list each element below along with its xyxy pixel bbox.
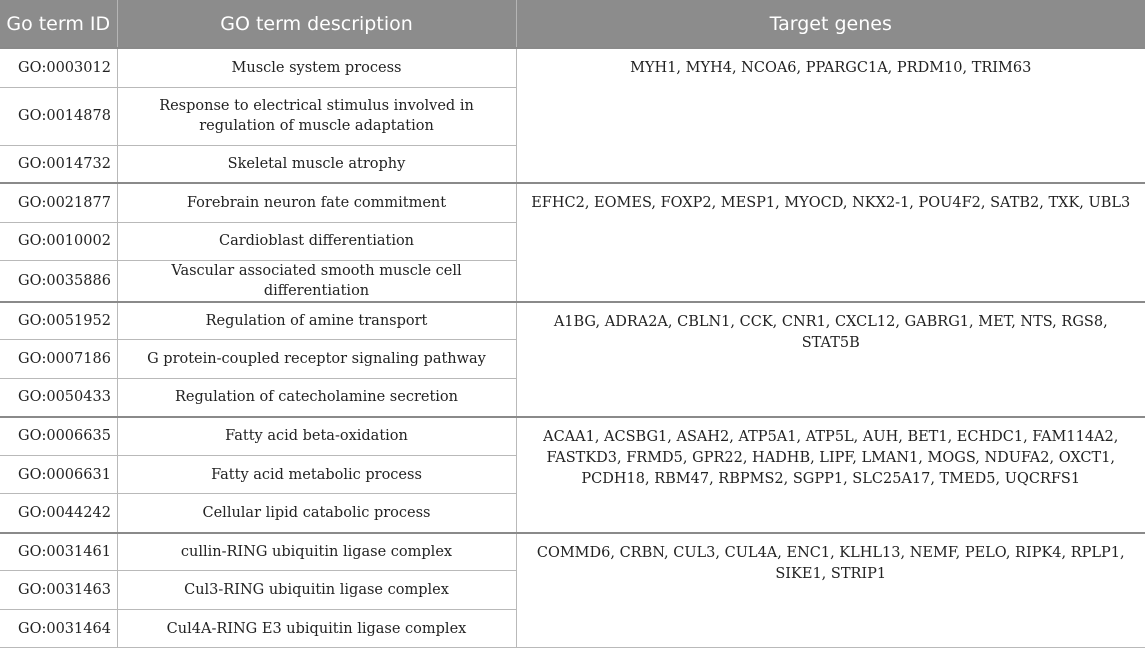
header-go-term-id: Go term ID <box>0 0 117 48</box>
go-term-description: Regulation of catecholamine secretion <box>117 379 516 417</box>
table-row <box>0 533 1145 571</box>
header-go-term-description: GO term description <box>117 0 516 48</box>
go-term-id: GO:0014732 <box>0 145 117 183</box>
table-body <box>0 48 1145 648</box>
table-row <box>0 183 1145 222</box>
go-term-description: Regulation of amine transport <box>117 302 516 340</box>
target-genes: EFHC2, EOMES, FOXP2, MESP1, MYOCD, NKX2-1, POU4F2, SATB2, TXK, UBL3 <box>516 183 1145 302</box>
go-term-id: GO:0044242 <box>0 494 117 533</box>
target-genes: A1BG, ADRA2A, CBLN1, CCK, CNR1, CXCL12, GABRG1, MET, NTS, RGS8, STAT5B <box>516 302 1145 417</box>
go-term-id: GO:0003012 <box>0 48 117 87</box>
go-term-description: Cellular lipid catabolic process <box>117 494 516 533</box>
table-header <box>0 0 1145 48</box>
go-term-id: GO:0051952 <box>0 302 117 340</box>
target-genes: MYH1, MYH4, NCOA6, PPARGC1A, PRDM10, TRIM63 <box>516 48 1145 183</box>
header-target-genes: Target genes <box>516 0 1145 48</box>
go-term-description: Forebrain neuron fate commitment <box>117 183 516 222</box>
go-term-description: cullin-RING ubiquitin ligase complex <box>117 533 516 571</box>
go-term-id: GO:0050433 <box>0 379 117 417</box>
go-term-description: Muscle system process <box>117 48 516 87</box>
go-term-description: Response to electrical stimulus involved in regulation of muscle adaptation <box>117 87 516 145</box>
go-term-id: GO:0021877 <box>0 183 117 222</box>
table-row <box>0 302 1145 340</box>
go-term-description: Vascular associated smooth muscle cell differentiation <box>117 260 516 302</box>
go-term-description: Cul3-RING ubiquitin ligase complex <box>117 571 516 610</box>
go-term-id: GO:0035886 <box>0 260 117 302</box>
go-term-id: GO:0007186 <box>0 340 117 379</box>
go-term-description: Cul4A-RING E3 ubiquitin ligase complex <box>117 610 516 648</box>
go-term-id: GO:0031464 <box>0 610 117 648</box>
go-term-id: GO:0010002 <box>0 222 117 260</box>
table-row <box>0 417 1145 456</box>
go-term-id: GO:0014878 <box>0 87 117 145</box>
go-term-description: Cardioblast differentiation <box>117 222 516 260</box>
go-term-description: Fatty acid beta-oxidation <box>117 417 516 456</box>
target-genes: COMMD6, CRBN, CUL3, CUL4A, ENC1, KLHL13, NEMF, PELO, RIPK4, RPLP1, SIKE1, STRIP1 <box>516 533 1145 648</box>
go-term-description: Skeletal muscle atrophy <box>117 145 516 183</box>
table-row <box>0 48 1145 87</box>
go-term-id: GO:0006635 <box>0 417 117 456</box>
go-term-id: GO:0031463 <box>0 571 117 610</box>
go-term-id: GO:0006631 <box>0 456 117 494</box>
go-term-description: G protein-coupled receptor signaling pathway <box>117 340 516 379</box>
target-genes: ACAA1, ACSBG1, ASAH2, ATP5A1, ATP5L, AUH, BET1, ECHDC1, FAM114A2, FASTKD3, FRMD5, GPR22, HADHB, LIPF, LMAN1, MOGS, NDUFA2, OXCT1, PCDH18, RBM47, RBPMS2, SGPP1, SLC25A17, TMED5, UQCRFS1 <box>516 417 1145 533</box>
go-term-description: Fatty acid metabolic process <box>117 456 516 494</box>
go-term-id: GO:0031461 <box>0 533 117 571</box>
